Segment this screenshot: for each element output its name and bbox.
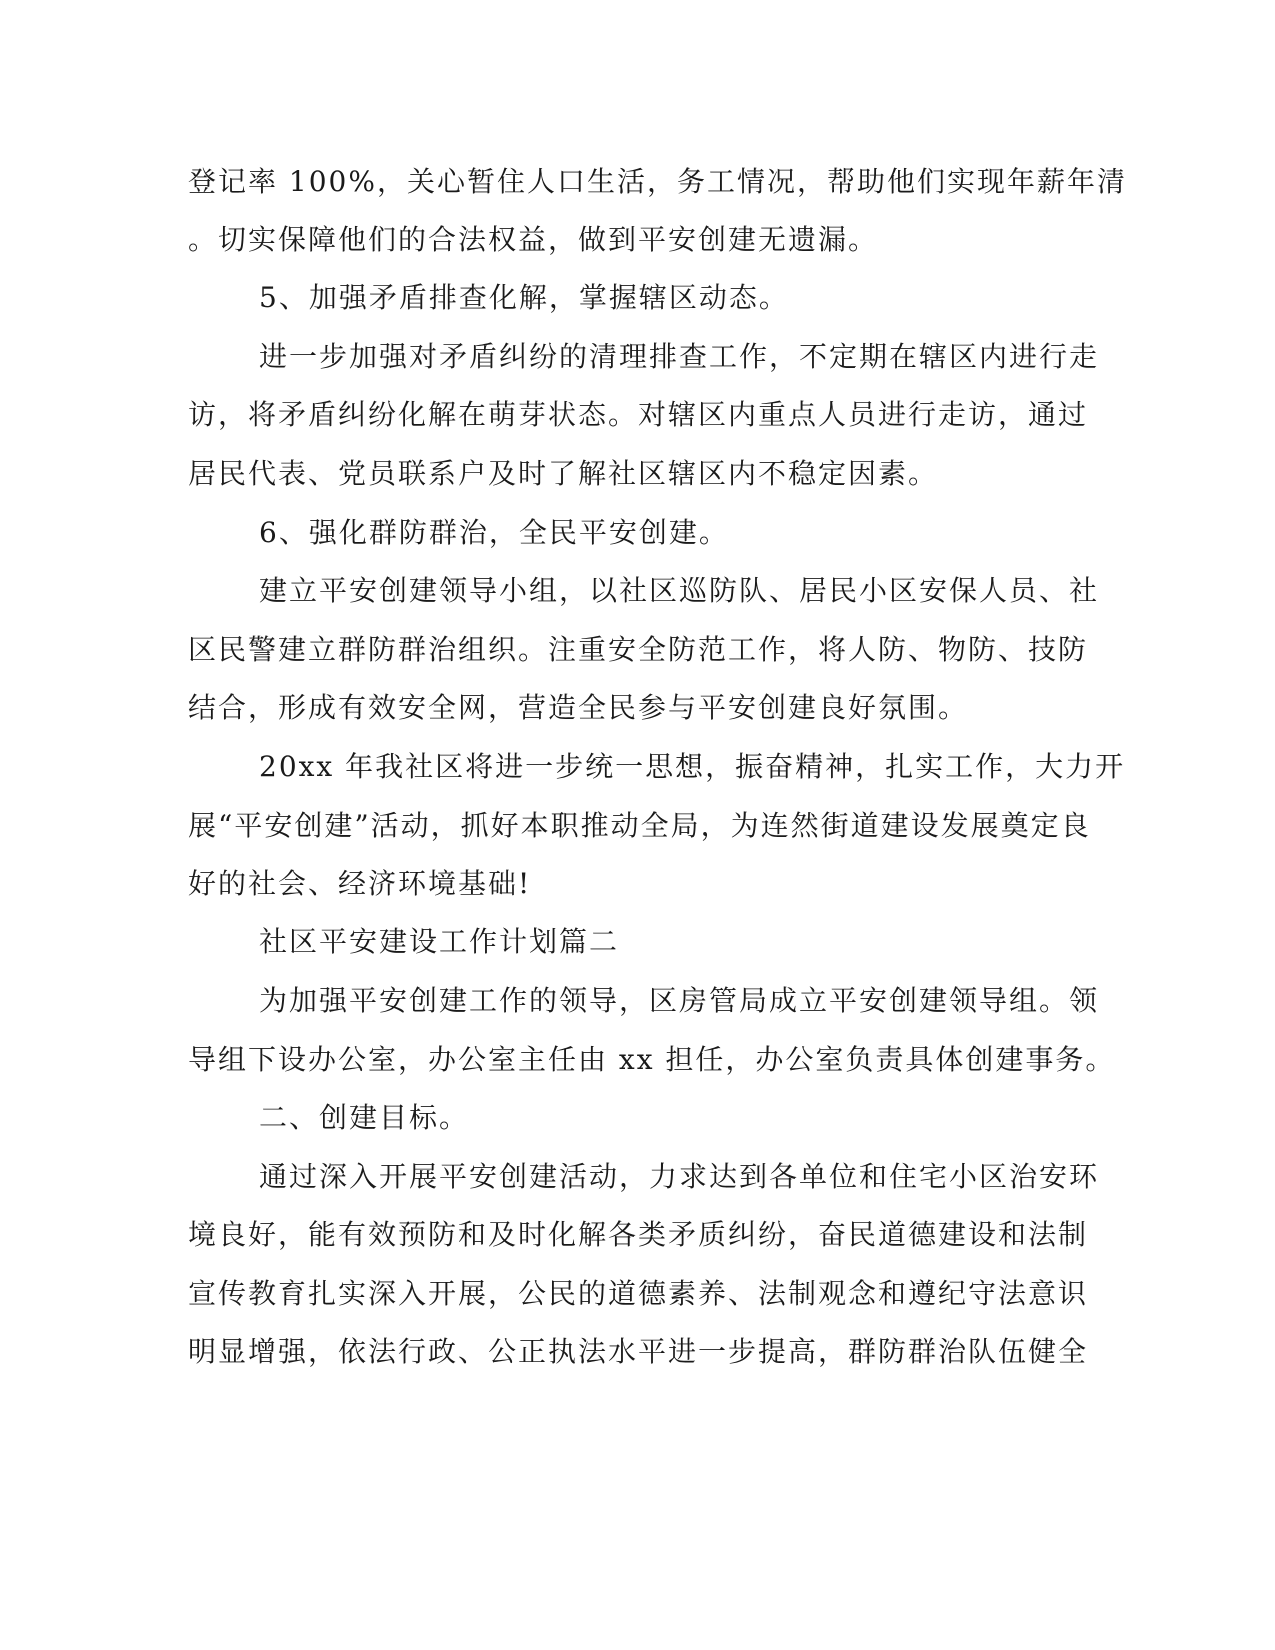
text-line: 20xx 年我社区将进一步统一思想，振奋精神，扎实工作，大力开 (259, 750, 1126, 783)
text-line: 展“平安创建”活动，抓好本职推动全局，为连然街道建设发展奠定良 (188, 809, 1091, 842)
text-line: 通过深入开展平安创建活动，力求达到各单位和住宅小区治安环 (259, 1160, 1100, 1193)
text-line: 区民警建立群防群治组织。注重安全防范工作，将人防、物防、技防 (188, 633, 1089, 666)
text-line: 明显增强，依法行政、公正执法水平进一步提高，群防群治队伍健全 (188, 1335, 1089, 1368)
text-line: 访，将矛盾纠纷化解在萌芽状态。对辖区内重点人员进行走访，通过 (188, 398, 1089, 431)
section-heading: 5、加强矛盾排查化解，掌握辖区动态。 (259, 281, 789, 314)
document-title: 社区平安建设工作计划篇二 (259, 925, 620, 958)
text-line: 宣传教育扎实深入开展，公民的道德素养、法制观念和遵纪守法意识 (188, 1277, 1089, 1310)
text-line: 导组下设办公室，办公室主任由 xx 担任，办公室负责具体创建事务。 (188, 1043, 1116, 1076)
text-line: 境良好，能有效预防和及时化解各类矛质纠纷，奋民道德建设和法制 (188, 1218, 1089, 1251)
text-line: 好的社会、经济环境基础! (188, 867, 532, 900)
text-line: 结合，形成有效安全网，营造全民参与平安创建良好氛围。 (188, 691, 969, 724)
section-heading: 二、创建目标。 (259, 1101, 470, 1134)
text-line: 进一步加强对矛盾纠纷的清理排查工作，不定期在辖区内进行走 (259, 340, 1100, 373)
text-line: 居民代表、党员联系户及时了解社区辖区内不稳定因素。 (188, 457, 939, 490)
text-line: 建立平安创建领导小组，以社区巡防队、居民小区安保人员、社 (259, 574, 1100, 607)
text-line: 为加强平安创建工作的领导，区房管局成立平安创建领导组。领 (259, 984, 1100, 1017)
section-heading: 6、强化群防群治，全民平安创建。 (259, 516, 729, 549)
text-line: 登记率 100%，关心暂住人口生活，务工情况，帮助他们实现年薪年清 (188, 165, 1127, 198)
text-line: 。切实保障他们的合法权益，做到平安创建无遗漏。 (188, 223, 879, 256)
